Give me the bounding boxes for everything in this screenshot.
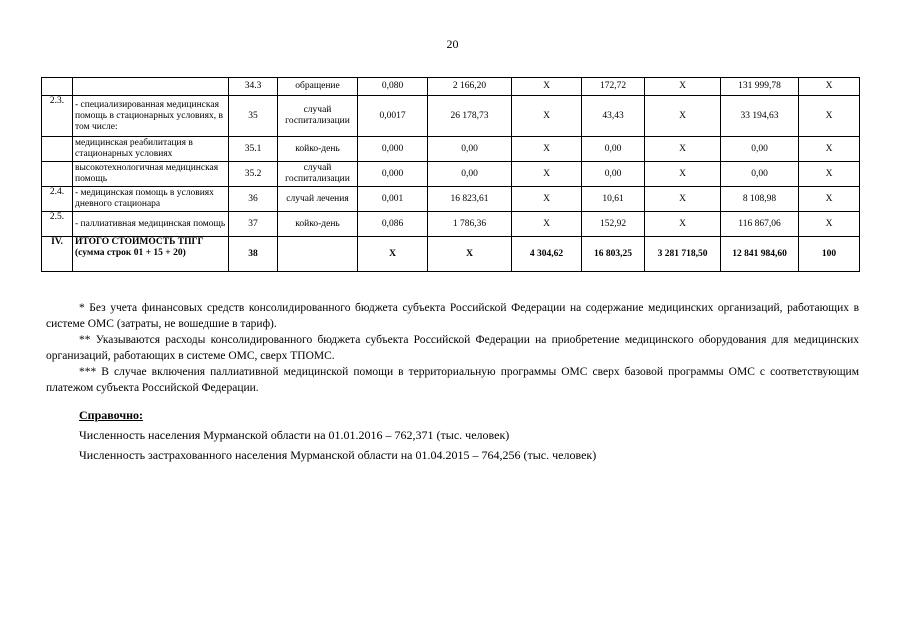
- cell-value: 26 178,73: [428, 96, 512, 137]
- row-code: 38: [229, 237, 278, 272]
- cost-table: [41, 77, 860, 272]
- row-label: - медицинская помощь в условиях дневного стационара: [73, 187, 229, 212]
- row-label: [73, 78, 229, 96]
- row-number: [42, 162, 73, 187]
- footnote-text: *** В случае включения паллиативной медицинской помощи в территориальную программы ОМС сверх базовой программы ОМС с соответствующим платежом субъекта Российской Федерации.: [46, 366, 859, 394]
- cell-value: X: [645, 78, 721, 96]
- footnote-1: [46, 300, 859, 332]
- cell-value: 0,086: [358, 212, 428, 237]
- cell-value: 131 999,78: [721, 78, 799, 96]
- cell-value: X: [799, 96, 860, 137]
- cell-value: X: [799, 212, 860, 237]
- row-code: 35: [229, 96, 278, 137]
- cell-value: X: [512, 137, 582, 162]
- row-label: - паллиативная медицинская помощь: [73, 212, 229, 237]
- row-code: 36: [229, 187, 278, 212]
- row-code: 37: [229, 212, 278, 237]
- cell-value: 0,00: [428, 137, 512, 162]
- table-row: [42, 187, 860, 212]
- cell-value: 0,00: [428, 162, 512, 187]
- cell-value: X: [799, 78, 860, 96]
- cell-value: X: [645, 137, 721, 162]
- cell-value: 172,72: [582, 78, 645, 96]
- cell-value: X: [799, 187, 860, 212]
- row-unit: случай госпитализации: [278, 162, 358, 187]
- row-code: 35.1: [229, 137, 278, 162]
- cell-value: X: [512, 162, 582, 187]
- footnote-2: [46, 332, 859, 364]
- reference-title: Справочно:: [79, 408, 144, 422]
- cell-value: 33 194,63: [721, 96, 799, 137]
- table-row: [42, 96, 860, 137]
- footnote-text: ** Указываются расходы консолидированного бюджета субъекта Российской Федерации на приобретение медицинского оборудования для медицинских организаций, работающих в системе ОМС, сверх ТПОМС.: [46, 334, 859, 362]
- row-number: 2.3.: [42, 96, 73, 137]
- cell-value: 0,000: [358, 162, 428, 187]
- cell-value: 43,43: [582, 96, 645, 137]
- row-number: IV.: [42, 237, 73, 272]
- cell-value: 2 166,20: [428, 78, 512, 96]
- row-unit: случай госпитализации: [278, 96, 358, 137]
- cell-value: X: [512, 78, 582, 96]
- cell-value: 16 803,25: [582, 237, 645, 272]
- cell-value: 4 304,62: [512, 237, 582, 272]
- row-number: 2.4.: [42, 187, 73, 212]
- row-label: - специализированная медицинская помощь в стационарных условиях, в том числе:: [73, 96, 229, 137]
- cell-value: 100: [799, 237, 860, 272]
- cell-value: 0,00: [721, 137, 799, 162]
- row-unit: обращение: [278, 78, 358, 96]
- cell-value: X: [799, 137, 860, 162]
- reference-block: [79, 405, 596, 465]
- cell-value: 152,92: [582, 212, 645, 237]
- cell-value: 8 108,98: [721, 187, 799, 212]
- row-number: [42, 78, 73, 96]
- cell-value: X: [645, 212, 721, 237]
- reference-line: Численность населения Мурманской области на 01.01.2016 – 762,371 (тыс. человек): [79, 428, 510, 442]
- cell-value: 0,0017: [358, 96, 428, 137]
- cell-value: 0,00: [582, 137, 645, 162]
- cell-value: X: [645, 96, 721, 137]
- footnote-text: * Без учета финансовых средств консолидированного бюджета субъекта Российской Федерации на содержание медицинских организаций, работающих в системе ОМС (затраты, не вошедшие в тариф).: [46, 302, 859, 330]
- cell-value: 1 786,36: [428, 212, 512, 237]
- table-row: [42, 212, 860, 237]
- row-code: 34.3: [229, 78, 278, 96]
- cell-value: 0,080: [358, 78, 428, 96]
- reference-line: Численность застрахованного населения Мурманской области на 01.04.2015 – 764,256 (тыс. человек): [79, 448, 597, 462]
- row-number: 2.5.: [42, 212, 73, 237]
- table-row: [42, 78, 860, 96]
- row-unit: койко-день: [278, 137, 358, 162]
- cell-value: X: [512, 96, 582, 137]
- row-code: 35.2: [229, 162, 278, 187]
- row-unit: койко-день: [278, 212, 358, 237]
- cell-value: X: [428, 237, 512, 272]
- cell-value: 3 281 718,50: [645, 237, 721, 272]
- cell-value: X: [512, 187, 582, 212]
- row-unit: случай лечения: [278, 187, 358, 212]
- row-number: [42, 137, 73, 162]
- row-label: медицинская реабилитация в стационарных условиях: [73, 137, 229, 162]
- row-label: ИТОГО СТОИМОСТЬ ТПГГ (сумма строк 01 + 15 + 20): [73, 237, 229, 272]
- footnotes: [46, 300, 859, 396]
- cell-value: 116 867,06: [721, 212, 799, 237]
- cell-value: 10,61: [582, 187, 645, 212]
- cell-value: X: [799, 162, 860, 187]
- cell-value: 0,001: [358, 187, 428, 212]
- cell-value: X: [512, 212, 582, 237]
- table-row: [42, 162, 860, 187]
- cell-value: 12 841 984,60: [721, 237, 799, 272]
- footnote-3: [46, 364, 859, 396]
- cell-value: 16 823,61: [428, 187, 512, 212]
- cell-value: X: [645, 162, 721, 187]
- cell-value: 0,00: [582, 162, 645, 187]
- cell-value: X: [645, 187, 721, 212]
- cell-value: 0,000: [358, 137, 428, 162]
- cell-value: 0,00: [721, 162, 799, 187]
- row-unit: [278, 237, 358, 272]
- page-number: 20: [446, 37, 459, 51]
- row-label: высокотехнологичная медицинская помощь: [73, 162, 229, 187]
- table-row: [42, 137, 860, 162]
- table-row-total: [42, 237, 860, 272]
- cell-value: X: [358, 237, 428, 272]
